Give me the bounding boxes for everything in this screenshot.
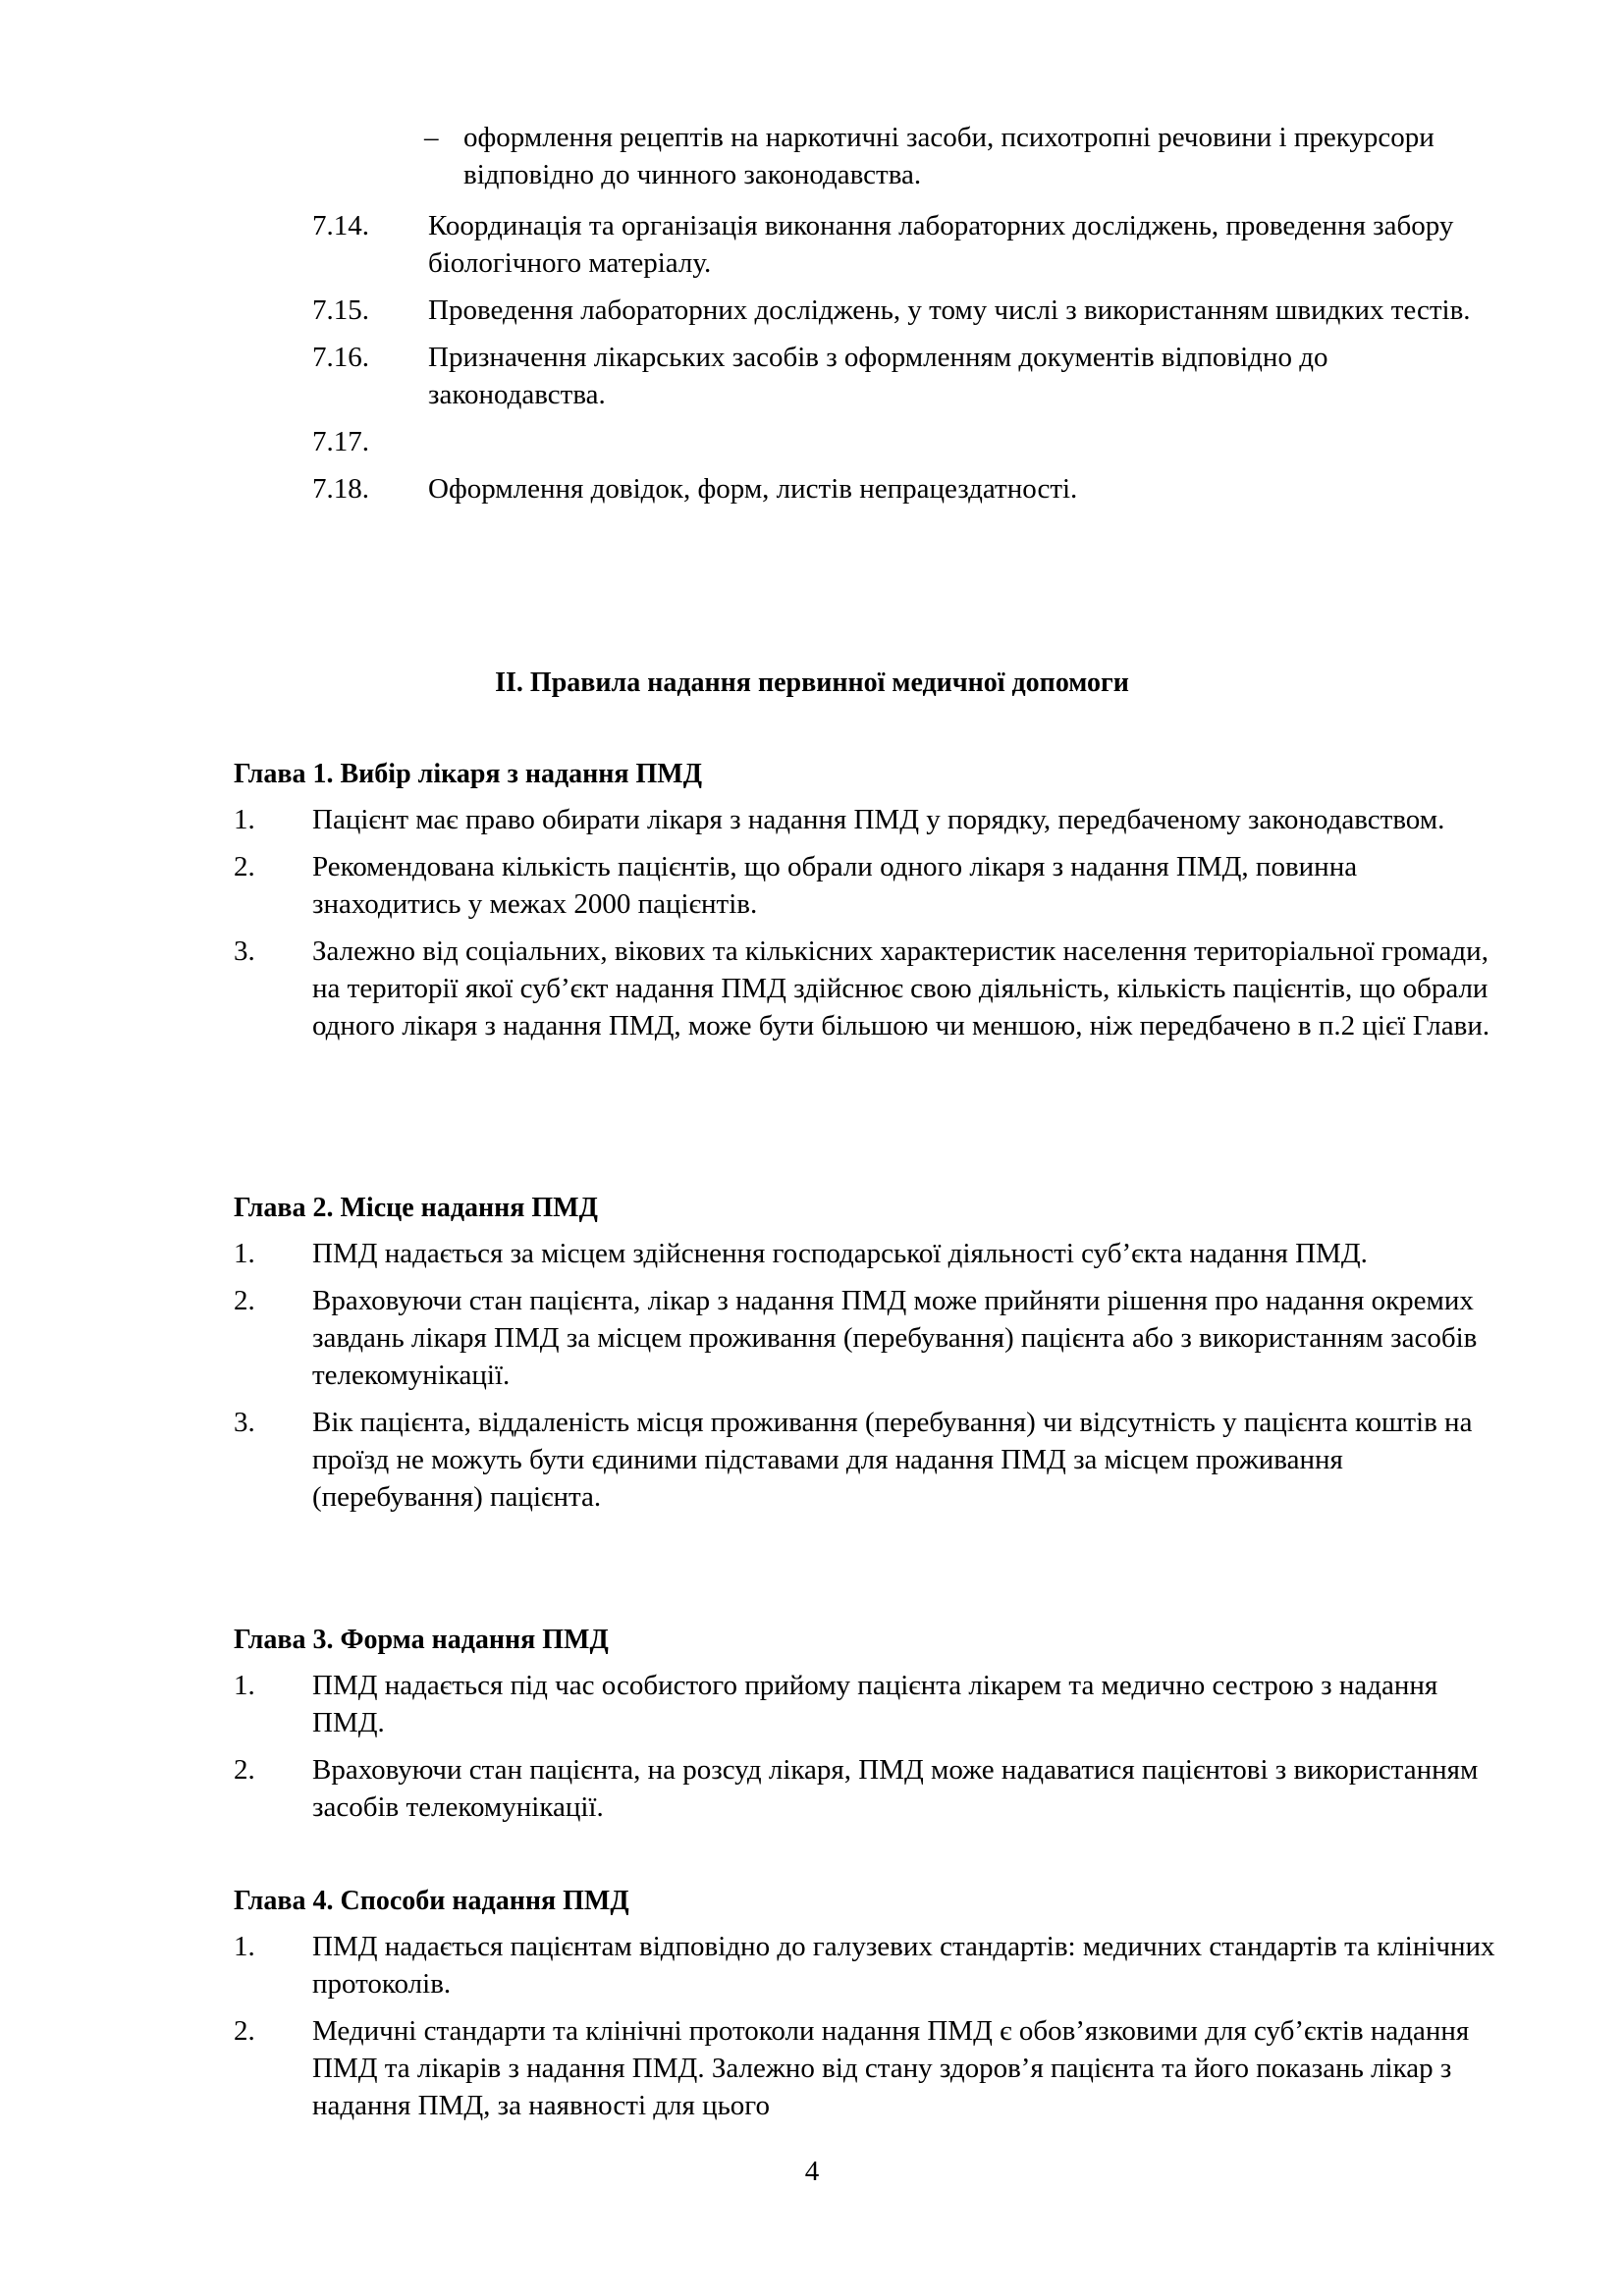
bullet-dash: –	[424, 122, 439, 153]
item-text: Медичні стандарти та клінічні протоколи надання ПМД є обов’язковими для суб’єктів надання ПМД та лікарів з надання ПМД. Залежно від стану здоров’я пацієнта та його показань лікар з надання ПМД, за наявності для цього	[312, 2015, 1470, 2121]
chapter-title: Глава 1. Вибір лікаря з надання ПМД	[234, 759, 702, 789]
list-item	[234, 2012, 1510, 2124]
item-text	[428, 423, 1490, 460]
item-number: 2.	[234, 1285, 255, 1316]
list-item	[312, 292, 1490, 329]
chapter-title: Глава 2. Місце надання ПМД	[234, 1193, 598, 1223]
item-number: 7.17.	[312, 426, 369, 457]
item-number: 1.	[234, 1670, 255, 1701]
item-text: Оформлення довідок, форм, листів непрацездатності.	[428, 473, 1078, 505]
item-number: 2.	[234, 2015, 255, 2047]
item-text: Враховуючи стан пацієнта, лікар з надання ПМД може прийняти рішення про надання окремих завдань лікаря ПМД за місцем проживання (перебування) пацієнта або з використанням засобів телекомунікації.	[312, 1285, 1478, 1391]
item-number: 1.	[234, 1931, 255, 1962]
list-item	[234, 1751, 1510, 1826]
item-number: 2.	[234, 851, 255, 882]
list-item	[234, 1282, 1510, 1394]
item-number: 1.	[234, 804, 255, 835]
item-number: 7.15.	[312, 294, 369, 326]
item-number: 7.18.	[312, 473, 369, 505]
item-text: Призначення лікарських засобів з оформленням документів відповідно до законодавства.	[428, 342, 1328, 410]
chapter-title: Глава 3. Форма надання ПМД	[234, 1625, 609, 1655]
list-item	[234, 1928, 1510, 2002]
item-text: Рекомендована кількість пацієнтів, що обрали одного лікаря з надання ПМД, повинна знаходитись у межах 2000 пацієнтів.	[312, 851, 1358, 920]
item-text: Пацієнт має право обирати лікаря з надання ПМД у порядку, передбаченому законодавством.	[312, 804, 1445, 835]
item-text: Координація та організація виконання лабораторних досліджень, проведення забору біологічного матеріалу.	[428, 210, 1454, 279]
list-item	[234, 1667, 1510, 1741]
chapter-4	[234, 1883, 1510, 2134]
section-title: II. Правила надання первинної медичної допомоги	[495, 667, 1129, 698]
list-item	[312, 207, 1490, 282]
list-item	[312, 423, 1490, 460]
item-text: Враховуючи стан пацієнта, на розсуд лікаря, ПМД може надаватися пацієнтові з використанням засобів телекомунікації.	[312, 1754, 1479, 1823]
item-number: 2.	[234, 1754, 255, 1786]
item-text: Вік пацієнта, віддаленість місця проживання (перебування) чи відсутність у пацієнта коштів на проїзд не можуть бути єдиними підставами для надання ПМД за місцем проживання (перебування) пацієнта.	[312, 1407, 1473, 1513]
item-number: 3.	[234, 935, 255, 967]
list-item	[234, 848, 1510, 923]
list-item	[312, 470, 1490, 507]
chapter-title: Глава 4. Способи надання ПМД	[234, 1886, 629, 1916]
item-text: ПМД надається за місцем здійснення господарської діяльності суб’єкта надання ПМД.	[312, 1238, 1368, 1269]
list-item	[234, 801, 1510, 838]
item-text: ПМД надається пацієнтам відповідно до галузевих стандартів: медичних стандартів та клінічних протоколів.	[312, 1931, 1495, 2000]
page-number: 4	[804, 2156, 820, 2187]
list-item	[234, 1404, 1510, 1516]
chapter-2	[234, 1190, 1510, 1525]
item-text: Проведення лабораторних досліджень, у тому числі з використанням швидких тестів.	[428, 294, 1471, 326]
list-item	[234, 1235, 1510, 1272]
item-number: 3.	[234, 1407, 255, 1438]
list-item	[234, 933, 1510, 1044]
item-number: 1.	[234, 1238, 255, 1269]
item-number: 7.14.	[312, 210, 369, 241]
item-text: ПМД надається під час особистого прийому пацієнта лікарем та медично сестрою з надання ПМД.	[312, 1670, 1438, 1738]
top-numbered-list	[312, 207, 1490, 517]
item-number: 7.16.	[312, 342, 369, 373]
bullet-text: оформлення рецептів на наркотичні засоби, психотропні речовини і прекурсори відповідно до чинного законодавства.	[463, 122, 1435, 190]
list-item	[312, 339, 1490, 413]
chapter-3	[234, 1622, 1510, 1836]
item-text: Залежно від соціальних, вікових та кількісних характеристик населення територіальної громади, на території якої суб’єкт надання ПМД здійснює свою діяльність, кількість пацієнтів, що обрали одного лікаря з надання ПМД, може бути більшою чи меншою, ніж передбачено в п.2 цієї Глави.	[312, 935, 1490, 1041]
chapter-1	[234, 756, 1510, 1054]
bullet-item	[424, 119, 1465, 193]
